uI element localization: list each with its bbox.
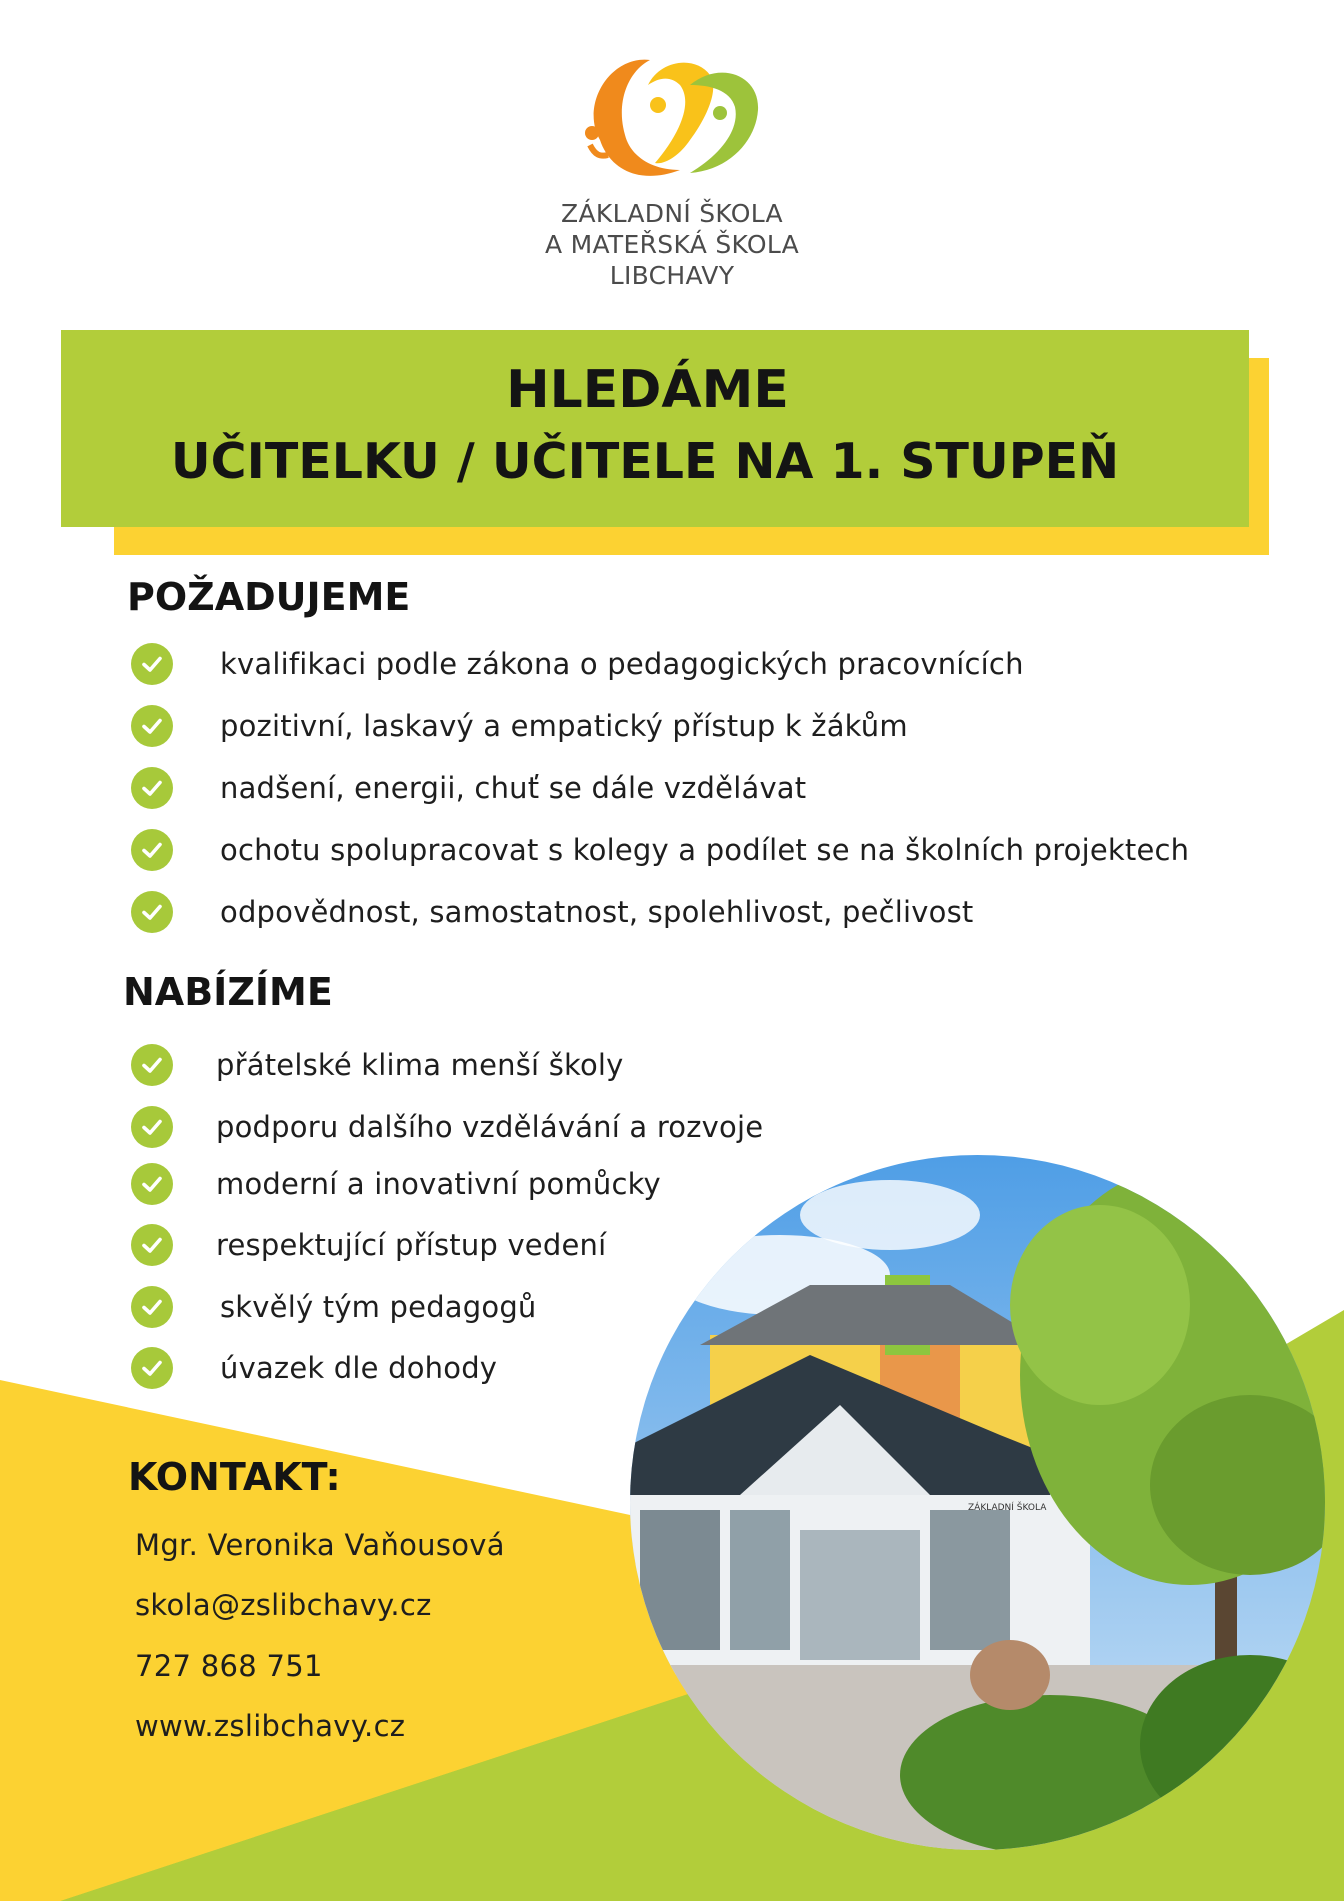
school-name-line2: A MATEŘSKÁ ŠKOLA <box>544 230 800 259</box>
photo-sign: ZÁKLADNÍ ŠKOLA <box>968 1503 1047 1513</box>
check-circle-icon <box>131 1106 173 1148</box>
check-circle-icon <box>131 1347 173 1389</box>
offer-text: skvělý tým pedagogů <box>220 1290 537 1324</box>
offer-item <box>131 1224 606 1266</box>
offer-item <box>131 1347 497 1389</box>
offer-text: úvazek dle dohody <box>220 1351 498 1385</box>
offer-item <box>131 1163 661 1205</box>
school-name-line3: LIBCHAVY <box>609 261 735 290</box>
offer-text: přátelské klima menší školy <box>216 1048 624 1082</box>
check-circle-icon <box>131 829 173 871</box>
contact-name: Mgr. Veronika Vaňousová <box>135 1528 505 1562</box>
contact-email[interactable]: skola@zslibchavy.cz <box>135 1588 432 1622</box>
check-circle-icon <box>131 705 173 747</box>
requirement-item <box>131 643 1024 685</box>
offer-text: respektující přístup vedení <box>216 1228 607 1262</box>
contact-heading: KONTAKT: <box>128 1455 341 1499</box>
offers-heading: NABÍZÍME <box>123 970 333 1014</box>
school-logo <box>570 45 770 185</box>
offer-item <box>131 1044 624 1086</box>
offer-text: podporu dalšího vzdělávání a rozvoje <box>216 1110 764 1144</box>
check-circle-icon <box>131 1163 173 1205</box>
check-circle-icon <box>131 1286 173 1328</box>
requirement-text: ochotu spolupracovat s kolegy a podílet se na školních projektech <box>220 833 1190 867</box>
check-circle-icon <box>131 1224 173 1266</box>
school-name <box>472 198 872 291</box>
requirement-item <box>131 705 908 747</box>
requirements-heading: POŽADUJEME <box>127 575 411 619</box>
requirement-item <box>131 767 806 809</box>
requirement-text: pozitivní, laskavý a empatický přístup k žákům <box>220 709 908 743</box>
school-name-line1: ZÁKLADNÍ ŠKOLA <box>561 199 783 228</box>
title-banner <box>61 330 1249 527</box>
offer-item <box>131 1286 537 1328</box>
banner-title-line1: HLEDÁME <box>506 359 789 420</box>
check-circle-icon <box>131 767 173 809</box>
contact-phone[interactable]: 727 868 751 <box>135 1649 323 1683</box>
requirement-text: kvalifikaci podle zákona o pedagogických pracovnících <box>220 647 1024 681</box>
offer-text: moderní a inovativní pomůcky <box>216 1167 661 1201</box>
banner-title-line2: UČITELKU / UČITELE NA 1. STUPEŇ <box>170 432 1120 490</box>
check-circle-icon <box>131 891 173 933</box>
requirement-text: odpovědnost, samostatnost, spolehlivost, pečlivost <box>220 895 974 929</box>
school-building-photo <box>630 1155 1325 1850</box>
offer-item <box>131 1106 763 1148</box>
requirement-text: nadšení, energii, chuť se dále vzdělávat <box>220 771 807 805</box>
check-circle-icon <box>131 1044 173 1086</box>
contact-website[interactable]: www.zslibchavy.cz <box>135 1709 406 1743</box>
requirement-item <box>131 891 973 933</box>
requirement-item <box>131 829 1189 871</box>
check-circle-icon <box>131 643 173 685</box>
